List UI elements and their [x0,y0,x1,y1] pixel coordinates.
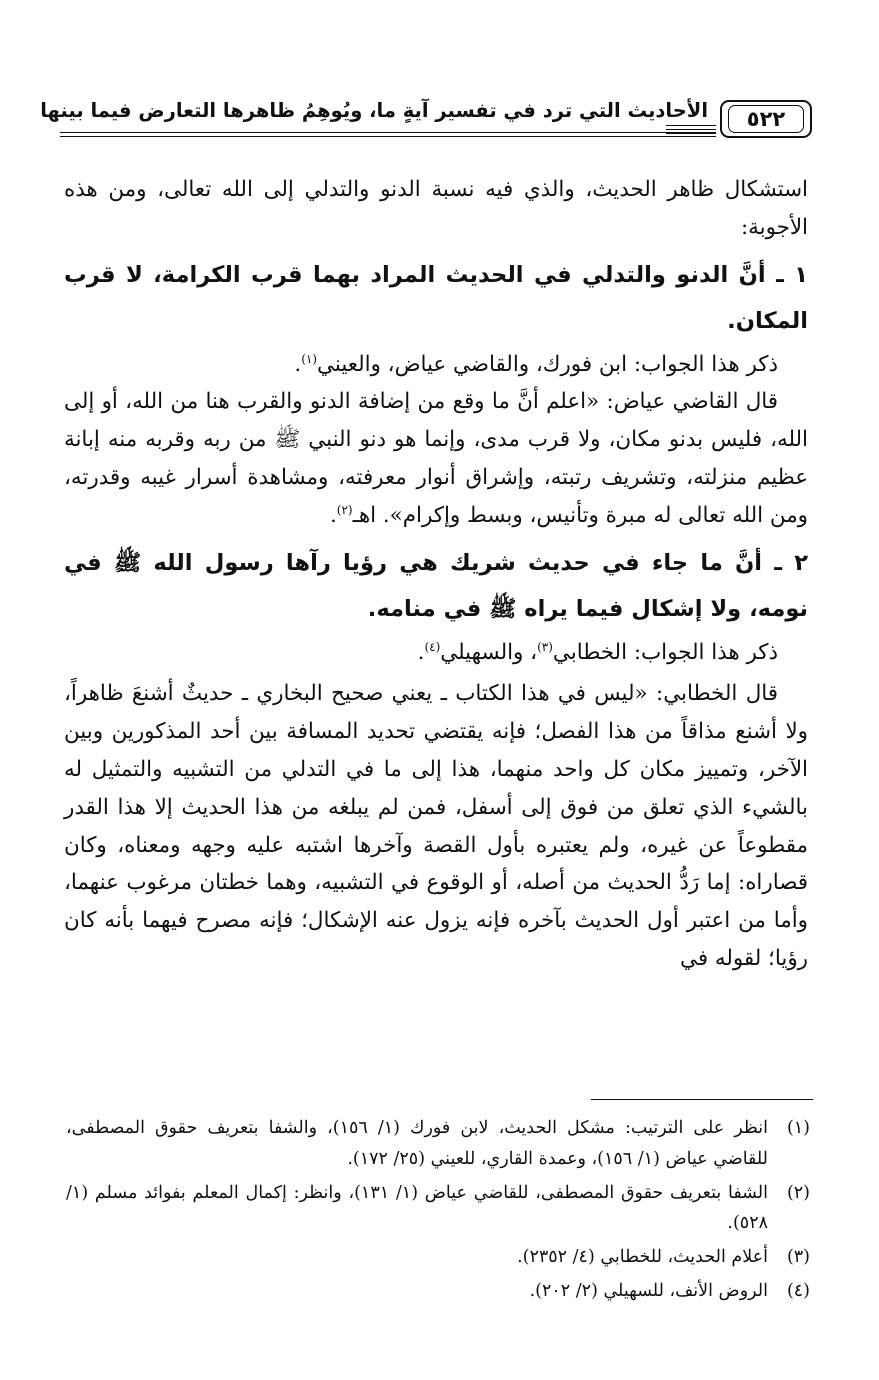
page-number: ٥٢٢ [746,107,786,131]
paragraph [64,634,808,672]
footnote-ref[interactable]: (١) [301,351,318,366]
page-number-frame [720,100,812,138]
header-rule-thin [60,136,716,137]
footnotes [66,1113,810,1310]
footnote-separator [591,1099,813,1100]
footnote-text: الشفا بتعريف حقوق المصطفى، للقاضي عياض (١/ ١٣١)، وانظر: إكمال المعلم بفوائد مسلم (١/ ٥٢٨). [66,1182,768,1234]
footnote-ref[interactable]: (٢) [336,502,353,517]
footnote-text: الروض الأنف، للسهيلي (٢/ ٢٠٢). [529,1280,768,1301]
paragraph-text: ذكر هذا الجواب: الخطابي [552,639,778,665]
footnote-ref[interactable]: (٣) [537,639,553,654]
footnote-number: (٤) [786,1280,810,1301]
paragraph [64,346,808,384]
running-title: الأحاديث التي ترد في تفسير آيةٍ ما، ويُوهِمُ ظاهرها التعارض فيما بينها [40,99,708,122]
paragraph-text: ذكر هذا الجواب: ابن فورك، والقاضي عياض، والعيني [317,351,778,377]
footnote-number: (٣) [786,1247,810,1268]
quote-paragraph [64,383,808,534]
footnote-text: أعلام الحديث، للخطابي (٤/ ٢٣٥٢). [517,1247,768,1268]
paragraph: استشكال ظاهر الحديث، والذي فيه نسبة الدنو والتدلي إلى الله تعالى، ومن هذه الأجوبة: [64,177,808,240]
footnote-text: انظر على الترتيب: مشكل الحديث، لابن فورك (١/ ١٥٦)، والشفا بتعريف حقوق المصطفى، للقاضي عياض (١/ ١٥٦)، وعمدة القاري، للعيني (٢٥/ ١٧٢). [66,1118,768,1169]
footnote [66,1178,810,1240]
paragraph-text: ، والسهيلي [440,639,538,665]
paragraph-text: قال القاضي عياض: «اعلم أنَّ ما وقع من إضافة الدنو والقرب هنا من الله، أو إلى الله، فليس بدنو مكان، ولا قرب مدى، وإنما هو دنو النبي ﷺ من ربه وقربه منه إبانة عظيم منزلته، وتشريف رتبته، وإشراق أنوار معرفته، ومشاهدة أسرار غيبه وقدرته، ومن الله تعالى له مبرة وتأنيس، وبسط وإكرام». اهـ [64,389,808,528]
paragraph-end: . [329,502,337,528]
answer-heading-2: ٢ ـ أنَّ ما جاء في حديث شريك هي رؤيا رآها رسول الله ﷺ في نومه، ولا إشكال فيما يراه ﷺ في منامه. [64,549,808,622]
footnote-number: (٢) [786,1182,810,1203]
footnote [66,1113,810,1175]
answer-heading-1: ١ ـ أنَّ الدنو والتدلي في الحديث المراد بهما قرب الكرامة، لا قرب المكان. [64,261,808,334]
paragraph-end: . [417,639,425,665]
footnote [66,1242,810,1273]
running-header [40,98,812,148]
footnote-number: (١) [786,1118,810,1138]
footnote [66,1276,810,1307]
footnote-ref[interactable]: (٤) [424,639,441,654]
quote-paragraph: قال الخطابي: «ليس في هذا الكتاب ـ يعني صحيح البخاري ـ حديثٌ أشنعَ ظاهراً، ولا أشنع مذاقاً من هذا الفصل؛ فإنه يقتضي تحديد المسافة بين أحد المذكورين وبين الآخر، وتمييز مكان كل واحد منهما، هذا إلى ما في التدلي من التشبيه والتمثيل له بالشيء الذي تعلق من فوق إلى أسفل، فمن لم يبلغه من هذا الحديث إلا هذا القدر مقطوعاً عن غيره، ولم يعتبره بأول القصة وآخرها اشتبه عليه وجهه ومعناه، وكان قصاراه: إما رَدُّ الحديث من أصله، أو الوقوع في التشبيه، وهما خطتان مرغوب عنهما، وأما من اعتبر أول الحديث بآخره فإنه يزول عنه الإشكال؛ فإنه مصرح فيهما بأنه كان رؤيا؛ لقوله في [64,681,808,971]
paragraph-end: . [294,351,302,377]
main-text [64,171,808,978]
header-rule [60,132,716,133]
